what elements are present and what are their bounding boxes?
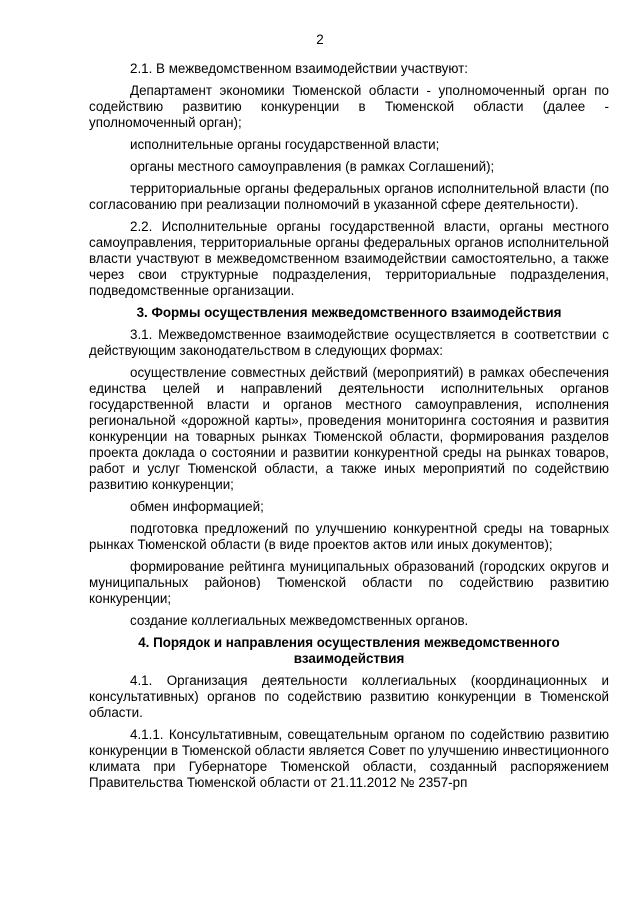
page-number: 2 [316, 32, 324, 47]
paragraph-3-1: 3.1. Межведомственное взаимодействие осуществляется в соответствии с действующим законодательством в следующих формах: [89, 327, 609, 358]
paragraph-collegial-bodies: создание коллегиальных межведомственных органов. [130, 613, 469, 628]
paragraph-4-1-1: 4.1.1. Консультативным, совещательным органом по содействию развитию конкуренции в Тюменской области является Совет по улучшению инвестиционного климата при Губернаторе Тюменской области, созданный распоряжением Правительства Тюменской области от 21.11.2012 № 2357-рп [89, 727, 609, 790]
section-4-heading-line-1: 4. Порядок и направления осуществления межведомственного [138, 635, 560, 650]
paragraph-info-exchange: обмен информацией; [130, 499, 264, 514]
paragraph-department-economy: Департамент экономики Тюменской области - уполномоченный орган по содействию развитию конкуренции в Тюменской области (далее - уполномоченный орган); [89, 83, 609, 130]
paragraph-rating: формирование рейтинга муниципальных образований (городских округов и муниципальных районов) Тюменской области по содействию развитию конкуренции; [89, 559, 609, 606]
section-4-heading [89, 635, 609, 667]
paragraph-proposals: подготовка предложений по улучшению конкурентной среды на товарных рынках Тюменской области (в виде проектов актов или иных документов); [89, 521, 609, 552]
paragraph-2-2: 2.2. Исполнительные органы государственной власти, органы местного самоуправления, территориальные органы федеральных органов исполнительной власти участвуют в межведомственном взаимодействии самостоятельно, а также через свои структурные подразделения, территориальные подразделения, подведомственные организации. [89, 219, 609, 298]
paragraph-joint-actions: осуществление совместных действий (мероприятий) в рамках обеспечения единства целей и направлений деятельности исполнительных органов государственной власти и органов местного самоуправления, исполнения региональной «дорожной карты», проведения мониторинга состояния и развития конкуренции на товарных рынках Тюменской области, формирования разделов проекта доклада о состоянии и развитии конкурентной среды на рынках товаров, работ и услуг Тюменской области, а также иных мероприятий по содействию развитию конкуренции; [89, 365, 609, 492]
document-body [89, 61, 609, 797]
section-4-heading-line-2: взаимодействия [293, 651, 405, 666]
paragraph-2-1: 2.1. В межведомственном взаимодействии участвуют: [130, 61, 468, 76]
paragraph-local-government: органы местного самоуправления (в рамках Соглашений); [130, 159, 495, 174]
paragraph-4-1: 4.1. Организация деятельности коллегиальных (координационных и консультативных) органов по содействию развитию конкуренции в Тюменской области. [89, 673, 609, 720]
paragraph-executive-bodies: исполнительные органы государственной власти; [130, 137, 440, 152]
paragraph-territorial-bodies: территориальные органы федеральных органов исполнительной власти (по согласованию при реализации полномочий в указанной сфере деятельности). [89, 181, 609, 212]
section-3-heading: 3. Формы осуществления межведомственного взаимодействия [136, 305, 562, 320]
